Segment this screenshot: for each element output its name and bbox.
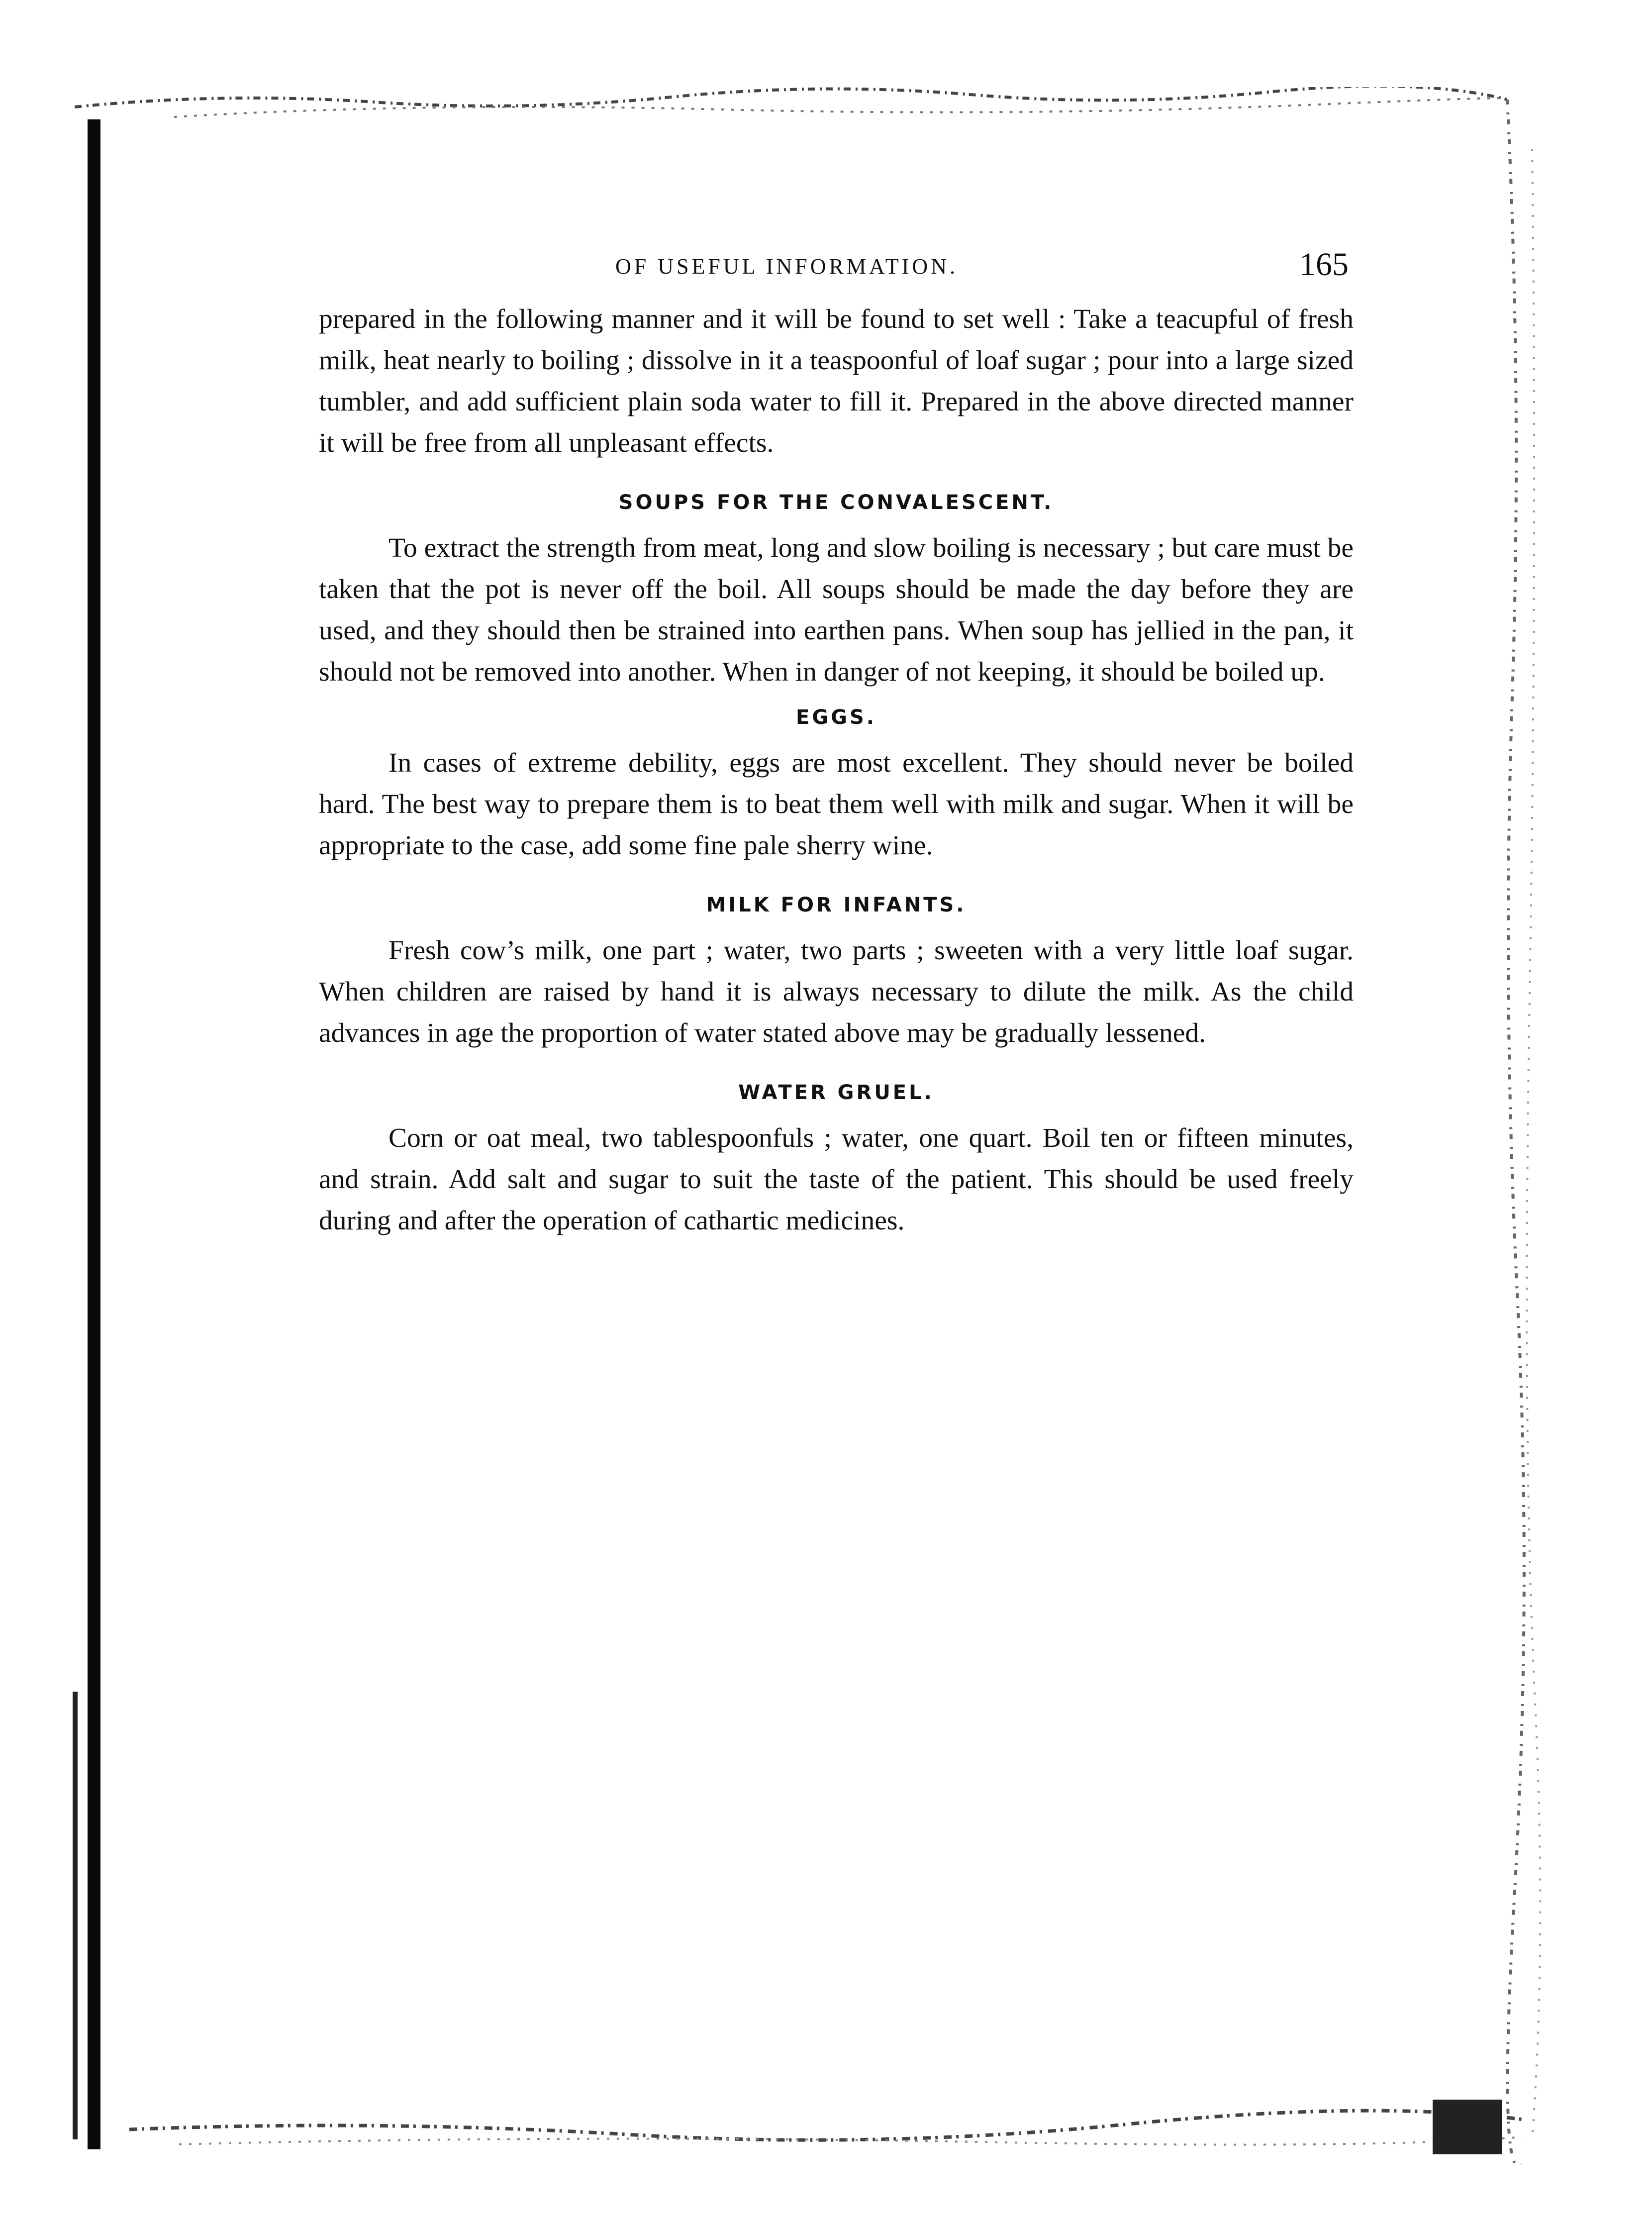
section-heading-water-gruel: WATER GRUEL. xyxy=(738,1081,934,1104)
section-body-eggs: In cases of extreme debility, eggs are most excellent. They should never be boiled hard. The best way to prepare them is to beat them well with milk and sugar. When it will be appropriate to the case, add some fine pale sherry wine. xyxy=(319,748,1354,861)
running-head-title: OF USEFUL INFORMATION. xyxy=(615,254,958,279)
binding-edge-mark xyxy=(73,1692,78,2139)
running-head xyxy=(319,239,1354,299)
top-edge-scan-noise xyxy=(75,87,1507,147)
bottom-edge-scan-noise xyxy=(129,2090,1522,2159)
right-edge-scan-noise xyxy=(1487,100,1552,2164)
section-heading-eggs: EGGS. xyxy=(796,706,876,729)
page-number: 165 xyxy=(1299,246,1349,283)
page-content xyxy=(319,239,1354,1241)
section-body-milk-for-infants: Fresh cow’s milk, one part ; water, two parts ; sweeten with a very little loaf sugar. When children are raised by hand it is always necessary to dilute the milk. As the child advances in age the proportion of water stated above may be gradually lessened. xyxy=(319,935,1354,1048)
binding-edge-shadow xyxy=(88,119,100,2149)
intro-paragraph: prepared in the following manner and it will be found to set well : Take a teacupful of fresh milk, heat nearly to boiling ; dissolve in it a teaspoonful of loaf sugar ; pour into a large sized tumbler, and add sufficient plain soda water to fill it. Prepared in the above directed manner it will be free from all unpleasant effects. xyxy=(319,304,1354,458)
section-heading-milk-for-infants: MILK FOR INFANTS. xyxy=(706,894,967,916)
section-heading-soups: SOUPS FOR THE CONVALESCENT. xyxy=(618,491,1054,514)
section-body-water-gruel: Corn or oat meal, two tablespoonfuls ; water, one quart. Boil ten or fifteen minutes, and strain. Add salt and sugar to suit the taste of the patient. This should be used freely during and after the operation of cathartic medicines. xyxy=(319,1123,1354,1236)
section-body-soups: To extract the strength from meat, long and slow boiling is necessary ; but care must be taken that the pot is never off the boil. All soups should be made the day before they are used, and they should then be strained into earthen pans. When soup has jellied in the pan, it should not be removed into another. When in danger of not keeping, it should be boiled up. xyxy=(319,533,1354,687)
